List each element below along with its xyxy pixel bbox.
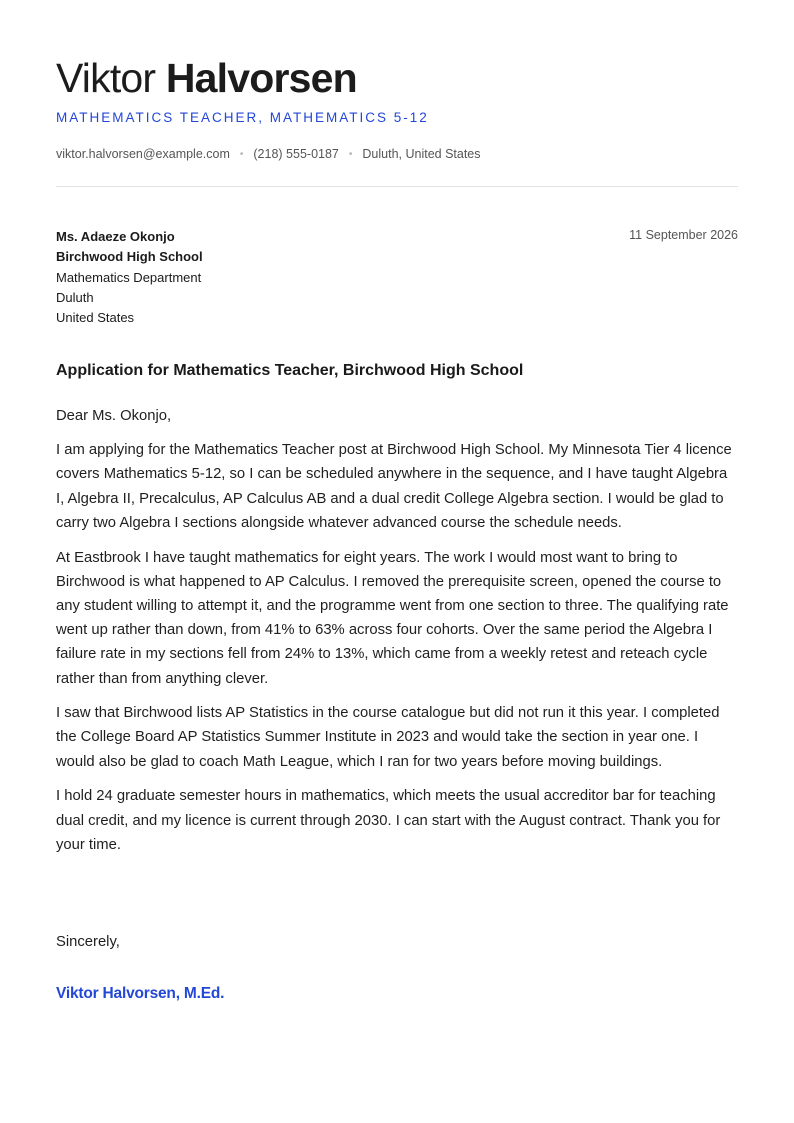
salutation: Dear Ms. Okonjo, — [56, 408, 172, 424]
body-paragraph: I saw that Birchwood lists AP Statistics in the course catalogue but did not run it this year. I completed the College Board AP Statistics Summer Institute in 2023 and would take the section in year one. I would also be glad to coach Math League, which I ran for two years before moving buildings. — [56, 705, 720, 770]
letter-date: 11 September 2026 — [629, 228, 738, 242]
body-paragraph: I hold 24 graduate semester hours in mathematics, which meets the usual accreditor bar for teaching dual credit, and my licence is current through 2030. I can start with the August contract. Thank you for your time. — [56, 788, 721, 853]
header-divider — [56, 186, 738, 187]
recipient-organization: Birchwood High School — [56, 249, 203, 265]
recipient-address — [56, 227, 203, 328]
subject-line: Application for Mathematics Teacher, Birchwood High School — [56, 362, 524, 379]
closing: Sincerely, — [56, 934, 120, 950]
phone-number: (218) 555-0187 — [253, 147, 339, 161]
recipient-department: Mathematics Department — [56, 269, 202, 285]
last-name: Halvorsen — [165, 55, 357, 101]
recipient-city: Duluth — [56, 289, 94, 305]
recipient-country: United States — [56, 310, 135, 326]
separator-dot: • — [239, 148, 244, 160]
location: Duluth, United States — [362, 147, 481, 161]
recipient-name: Ms. Adaeze Okonjo — [56, 229, 175, 244]
first-name: Viktor — [56, 55, 156, 101]
body-paragraph: At Eastbrook I have taught mathematics for eight years. The work I would most want to bring to Birchwood is what happened to AP Calculus. I removed the prerequisite screen, opened the course to any student willing to attempt it, and the programme went from one section to three. The qualifying rate went up rather than down, from 41% to 63% across four cohorts. Over the same period the Algebra I failure rate in my sections fell from 24% to 13%, which came from a weekly retest and reteach cycle rather than from anything clever. — [56, 549, 729, 687]
email-address: viktor.halvorsen@example.com — [56, 147, 230, 161]
separator-dot: • — [348, 148, 353, 160]
job-title: MATHEMATICS TEACHER, MATHEMATICS 5-12 — [56, 110, 429, 125]
contact-line — [56, 147, 481, 161]
letter-body — [56, 404, 738, 867]
applicant-name — [56, 53, 357, 103]
body-paragraph: I am applying for the Mathematics Teacher post at Birchwood High School. My Minnesota Tier 4 licence covers Mathematics 5-12, so I can be scheduled anywhere in the sequence, and I have taught Algebra I, Algebra II, Precalculus, AP Calculus AB and a dual credit College Algebra section. I would be glad to carry two Algebra I sections alongside whatever advanced course the schedule needs. — [56, 442, 732, 531]
signature: Viktor Halvorsen, M.Ed. — [56, 985, 225, 1002]
